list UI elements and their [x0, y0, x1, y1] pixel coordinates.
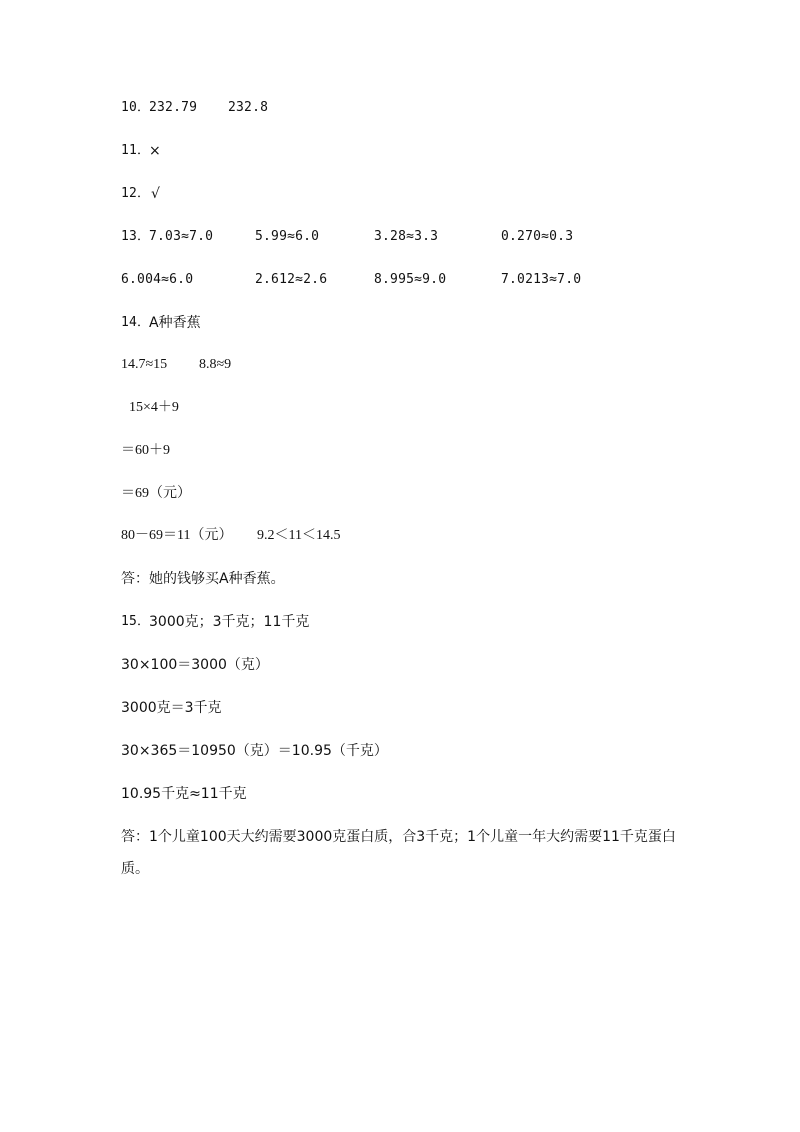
q10-answer-a: 232.79: [149, 100, 198, 115]
q14-calc4-b: 9.2＜11＜14.5: [257, 528, 341, 543]
q15-calc2: 3000克＝3千克: [121, 700, 222, 716]
q14-approx-a: 14.7≈15: [121, 357, 168, 372]
q13-item: 6.004≈6.0: [121, 272, 194, 287]
q14-number: 14．: [121, 315, 151, 330]
q15-calc3: 30×365＝10950（克）＝10.95（千克）: [121, 743, 388, 759]
q13-number: 13．: [121, 229, 151, 244]
q13-item: 8.995≈9.0: [374, 272, 447, 287]
q11-number: 11．: [121, 143, 151, 158]
q13-item: 2.612≈2.6: [255, 272, 328, 287]
q13-item: 7.0213≈7.0: [501, 272, 582, 287]
q14-conclusion: 答：她的钱够买A种香蕉。: [121, 571, 285, 587]
q15-calc1: 30×100＝3000（克）: [121, 657, 269, 673]
q10-number: 10．: [121, 100, 151, 115]
q12-check-mark: √: [151, 186, 160, 202]
q11-cross-mark: ×: [149, 143, 161, 159]
q10-answer-b: 232.8: [228, 100, 269, 115]
q15-calc4: 10.95千克≈11千克: [121, 786, 247, 802]
q12-number: 12．: [121, 186, 151, 201]
q14-answer: A种香蕉: [149, 315, 201, 331]
q13-item: 5.99≈6.0: [255, 229, 320, 244]
q15-number: 15．: [121, 614, 151, 629]
q13-item: 3.28≈3.3: [374, 229, 439, 244]
q14-calc3: ＝69（元）: [121, 486, 191, 501]
q15-answer: 3000克；3千克；11千克: [149, 614, 310, 630]
q14-approx-b: 8.8≈9: [199, 357, 232, 372]
q13-item: 0.270≈0.3: [501, 229, 574, 244]
q15-conclusion: 答：1个儿童100天大约需要3000克蛋白质，合3千克；1个儿童一年大约需要11千克蛋白质。: [121, 829, 676, 877]
q14-calc1: 15×4＋9: [129, 400, 179, 415]
q14-calc2: ＝60＋9: [121, 443, 170, 458]
q13-item: 7.03≈7.0: [149, 229, 214, 244]
q14-calc4-a: 80－69＝11（元）: [121, 528, 233, 543]
